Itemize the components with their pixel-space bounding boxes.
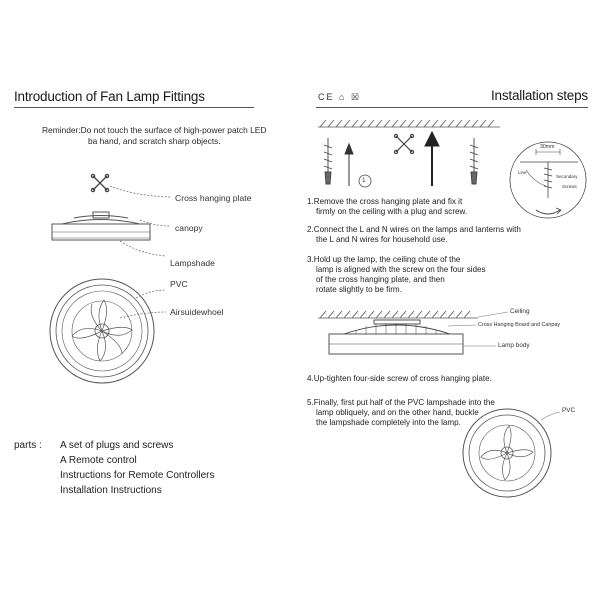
screw-right-icon: [470, 138, 478, 184]
ceiling-hatch: [318, 120, 500, 127]
detail-label-screws: Screws: [562, 184, 577, 189]
left-title: Introduction of Fan Lamp Fittings: [14, 89, 205, 104]
parts-item: Instructions for Remote Controllers: [60, 470, 215, 481]
step-2-line-2: the L and N wires for household use.: [316, 235, 448, 244]
label-lampshade: Lampshade: [170, 258, 215, 268]
detail-label-secondary: Secondary: [556, 174, 578, 179]
step-4-line-1: 4.Up-tighten four-side screw of cross hanging plate.: [307, 374, 492, 383]
label-airsuide: Airsuidewhoel: [170, 307, 224, 317]
lamp-top-view-icon: [463, 409, 551, 497]
step-1-line-1: 1.Remove the cross hanging plate and fix it: [307, 197, 463, 206]
right-title: Installation steps: [491, 88, 588, 103]
parts-label: parts :: [14, 440, 42, 451]
reminder-line-2: ba hand, and scratch sharp objects.: [88, 136, 221, 146]
ceiling-hatch: [318, 311, 478, 318]
step-1-line-2: firmly on the ceiling with a plug and screw.: [316, 207, 468, 216]
step-3-line-2: lamp is aligned with the screw on the four sides: [316, 265, 486, 274]
step-2-line-1: 2.Connect the L and N wires on the lamps and lanterns with: [307, 225, 521, 234]
arrow-small-icon: [345, 144, 353, 186]
parts-item: Installation Instructions: [60, 485, 162, 496]
screw-left-icon: [324, 138, 332, 184]
cross-plate-icon: [394, 134, 413, 153]
arrow-large-icon: [425, 132, 439, 186]
label-board: Cross Hanging Board and Canpay: [478, 322, 561, 328]
label-cross-plate: Cross hanging plate: [175, 193, 252, 203]
step-3-line-3: of the cross hanging plate, and then: [316, 275, 445, 284]
label-ceiling: Ceiling: [510, 308, 530, 315]
step-number-marker: 1: [362, 177, 366, 184]
step-5-line-1: 5.Finally, first put half of the PVC lampshade into the: [307, 398, 495, 407]
detail-label-line: Line: [518, 170, 527, 175]
parts-item: A Remote control: [60, 455, 137, 466]
reminder-line-1: Reminder:Do not touch the surface of high-power patch LED: [42, 125, 267, 135]
step-3-line-4: rotate slightly to be firm.: [316, 285, 402, 294]
step-5-line-2: lamp obliquely, and on the other hand, buckle: [316, 408, 479, 417]
label-canopy: canopy: [175, 223, 203, 233]
label-pvc-right: PVC: [562, 407, 576, 414]
detail-circle-icon: [510, 142, 586, 218]
lamp-side-icon: [329, 320, 463, 354]
step-3-line-1: 3.Hold up the lamp, the ceiling chute of the: [307, 255, 461, 264]
label-pvc: PVC: [170, 279, 188, 289]
label-lamp-body: Lamp body: [498, 342, 530, 349]
detail-dim: 30mm: [540, 144, 555, 150]
step-5-line-3: the lampshade completely into the lamp.: [316, 418, 461, 427]
parts-item: A set of plugs and screws: [60, 440, 174, 451]
certification-marks: CE ⌂ ☒: [318, 92, 362, 102]
